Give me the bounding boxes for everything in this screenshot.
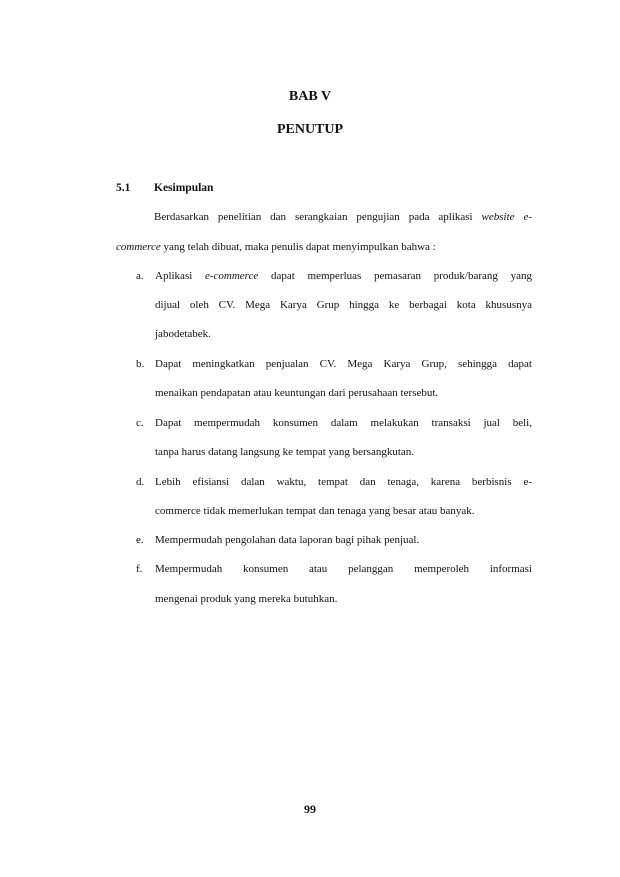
intro-italic-term: website e- bbox=[481, 211, 532, 223]
list-item-line: Dapat meningkatkan penjualan CV. Mega Karya Grup, sehingga dapat bbox=[155, 358, 532, 370]
list-item-line: Mempermudah konsumen atau pelanggan memperoleh informasi bbox=[155, 563, 532, 575]
list-item-line: Mempermudah pengolahan data laporan bagi pihak penjual. bbox=[155, 534, 420, 546]
list-marker: d. bbox=[136, 476, 145, 488]
list-item-text: dapat memperluas pemasaran produk/barang yang bbox=[258, 270, 532, 282]
list-item-text: Aplikasi bbox=[155, 270, 205, 282]
intro-italic-term-cont: commerce bbox=[116, 241, 161, 253]
list-item-line: Dapat mempermudah konsumen dalam melakukan transaksi jual beli, bbox=[155, 417, 532, 429]
list-marker: b. bbox=[136, 358, 145, 370]
list-marker: f. bbox=[136, 563, 143, 575]
list-item-line: tanpa harus datang langsung ke tempat yang bersangkutan. bbox=[155, 446, 415, 458]
section-title: Kesimpulan bbox=[154, 182, 214, 194]
list-item-line: Lebih efisiansi dalan waktu, tempat dan tenaga, karena berbisnis e- bbox=[155, 476, 532, 488]
list-item-line: mengenai produk yang mereka butuhkan. bbox=[155, 593, 338, 605]
list-item-line: jabodetabek. bbox=[155, 328, 211, 340]
intro-text-cont: yang telah dibuat, maka penulis dapat menyimpulkan bahwa : bbox=[160, 241, 436, 253]
list-item-line: menaikan pendapatan atau keuntungan dari perusahaan tersebut. bbox=[155, 387, 439, 399]
list-item-line: dijual oleh CV. Mega Karya Grup hingga ke berbagai kota khususnya bbox=[155, 299, 532, 311]
section-number: 5.1 bbox=[116, 182, 131, 194]
list-item-line: commerce tidak memerlukan tempat dan tenaga yang besar atau banyak. bbox=[155, 505, 475, 517]
list-item-line bbox=[155, 270, 532, 282]
list-marker: c. bbox=[136, 417, 144, 429]
list-marker: e. bbox=[136, 534, 144, 546]
chapter-title: PENUTUP bbox=[276, 122, 344, 137]
page-number: 99 bbox=[304, 802, 316, 816]
list-item-italic-term: e-commerce bbox=[204, 270, 259, 282]
intro-text: Berdasarkan penelitian dan serangkaian pengujian pada aplikasi bbox=[154, 211, 482, 223]
chapter-label: BAB V bbox=[288, 89, 332, 104]
list-marker: a. bbox=[136, 270, 144, 282]
